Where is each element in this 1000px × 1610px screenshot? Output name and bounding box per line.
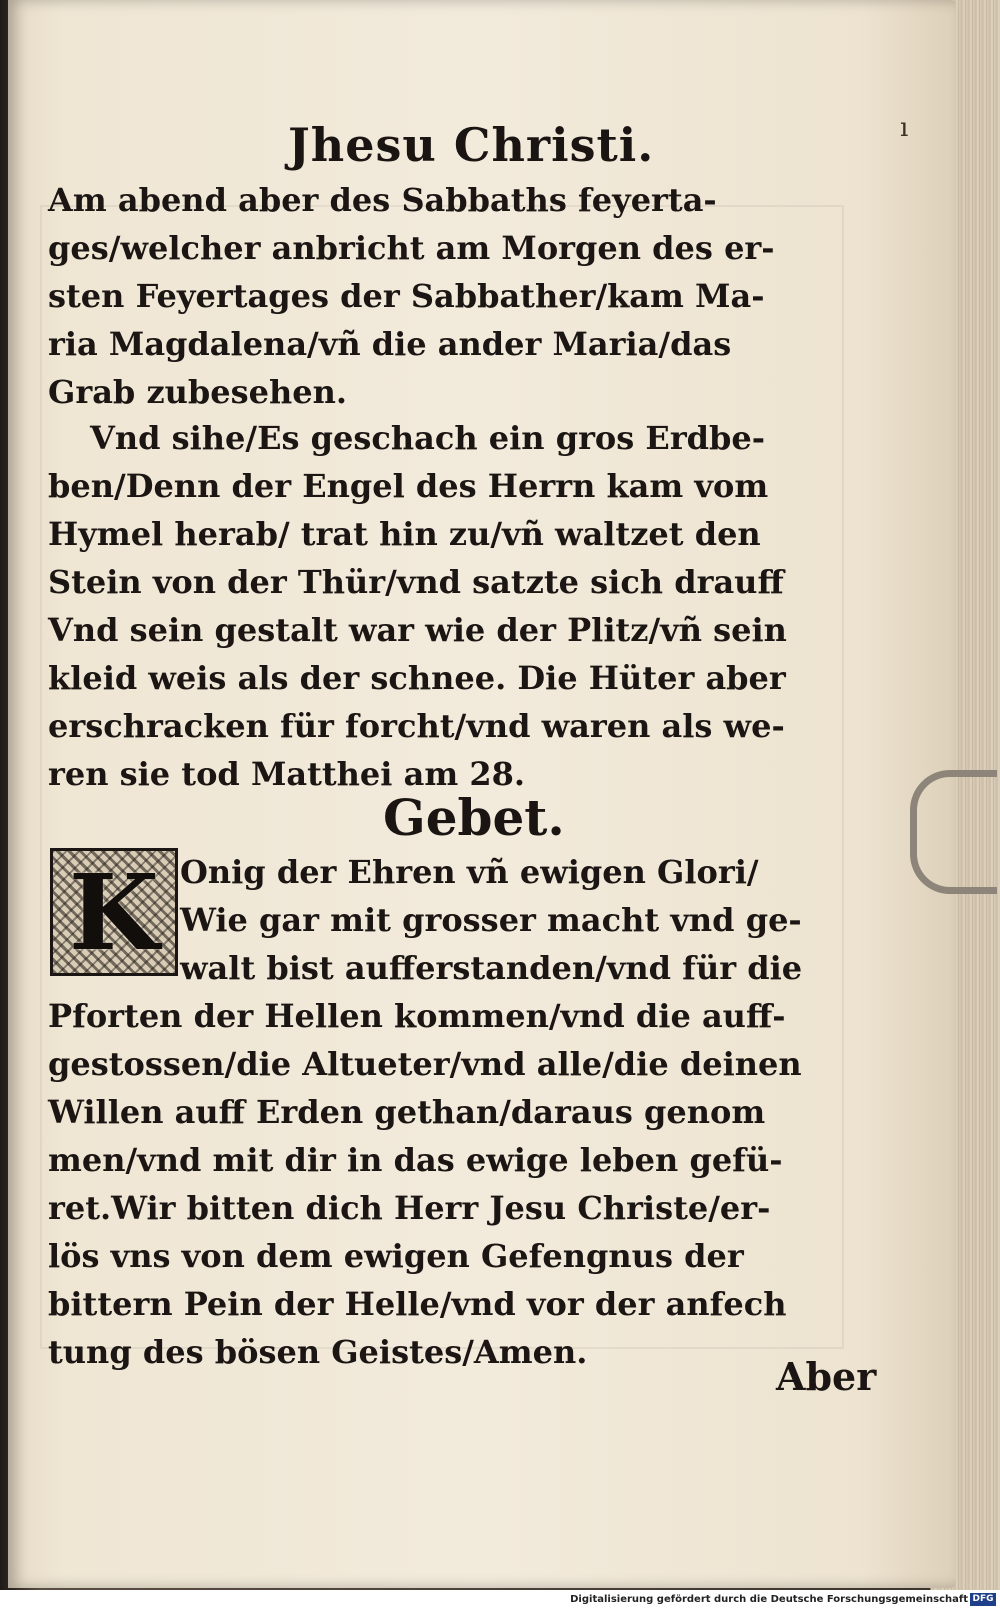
text-line: Vnd sein gestalt war wie der Plitz/vñ sein <box>48 611 787 649</box>
text-line: Willen auff Erden gethan/daraus genom <box>48 1093 766 1131</box>
text-line: ren sie tod Matthei am 28. <box>48 755 525 793</box>
text-line: Hymel herab/ trat hin zu/vñ waltzet den <box>48 515 761 553</box>
text-line: Grab zubesehen. <box>48 373 348 411</box>
text-line: ben/Denn der Engel des Herrn kam vom <box>48 467 769 505</box>
text-line: Stein von der Thür/vnd satzte sich drauff <box>48 563 784 601</box>
text-line: gestossen/die Altueter/vnd alle/die deinen <box>48 1045 802 1083</box>
prayer-title: Gebet. <box>383 788 565 847</box>
text-line: Wie gar mit grosser macht vnd ge- <box>180 901 802 939</box>
margin-mark: ı <box>900 113 909 143</box>
footer-bar <box>0 1590 1000 1610</box>
text-line: ges/welcher anbricht am Morgen des er- <box>48 229 775 267</box>
dfg-logo: DFG <box>970 1593 996 1606</box>
text-line: kleid weis als der schnee. Die Hüter aber <box>48 659 786 697</box>
decorated-initial <box>50 848 178 976</box>
text-line: ret.Wir bitten dich Herr Jesu Christe/er- <box>48 1189 771 1227</box>
catchword: Aber <box>776 1354 877 1399</box>
text-line: Vnd sihe/Es geschach ein gros Erdbe- <box>90 419 766 457</box>
text-line: walt bist aufferstanden/vnd für die <box>180 949 803 987</box>
text-line: ria Magdalena/vñ die ander Maria/das <box>48 325 732 363</box>
text-line: tung des bösen Geistes/Amen. <box>48 1333 588 1371</box>
text-line: sten Feyertages der Sabbather/kam Ma- <box>48 277 765 315</box>
text-line: bittern Pein der Helle/vnd vor der anfech <box>48 1285 787 1323</box>
footer-credit: Digitalisierung gefördert durch die Deutsche Forschungsgemeinschaft <box>570 1594 968 1605</box>
text-line: lös vns von dem ewigen Gefengnus der <box>48 1237 744 1275</box>
text-line: Pforten der Hellen kommen/vnd die auff- <box>48 997 786 1035</box>
text-line: Am abend aber des Sabbaths feyerta- <box>48 181 717 219</box>
text-line: erschracken für forcht/vnd waren als we- <box>48 707 785 745</box>
text-line: men/vnd mit dir in das ewige leben gefü- <box>48 1141 783 1179</box>
text-line: Onig der Ehren vñ ewigen Glori/ <box>180 853 759 891</box>
page-clip <box>910 770 997 894</box>
initial-letter: K <box>68 850 160 974</box>
page-heading: Jhesu Christi. <box>288 118 655 172</box>
